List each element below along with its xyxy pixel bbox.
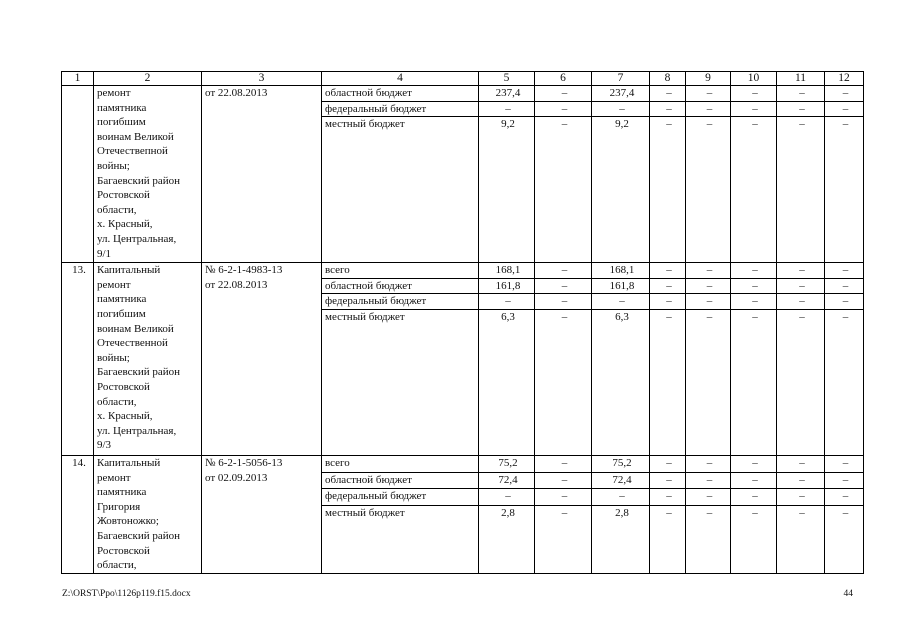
value-cell-c5: 72,4 (479, 472, 535, 489)
value-cell-c5: – (479, 489, 535, 506)
object-description: Капитальный ремонт памятника погибшим воинам Великой Отечественной войны; Багаевский район Ростовской области, х. Красный, ул. Центральная, 9/3 (94, 263, 202, 456)
value-cell-c10: – (731, 263, 777, 279)
value-cell-c11: – (777, 278, 825, 294)
value-cell-c8: – (650, 86, 686, 102)
table-body (62, 72, 864, 574)
value-cell-c6: – (535, 455, 592, 472)
permit-number: № 6-2-1-5056-13 от 02.09.2013 (202, 455, 322, 573)
funding-source: федеральный бюджет (322, 101, 479, 117)
funding-source: местный бюджет (322, 309, 479, 455)
value-cell-c7: 6,3 (592, 309, 650, 455)
value-cell-c7: 161,8 (592, 278, 650, 294)
value-cell-c7: 2,8 (592, 505, 650, 573)
value-cell-c10: – (731, 489, 777, 506)
value-cell-c12: – (825, 455, 864, 472)
value-cell-c9: – (686, 263, 731, 279)
value-cell-c6: – (535, 505, 592, 573)
value-cell-c12: – (825, 489, 864, 506)
value-cell-c10: – (731, 278, 777, 294)
column-header-6: 6 (535, 72, 592, 86)
funding-source: местный бюджет (322, 505, 479, 573)
value-cell-c9: – (686, 505, 731, 573)
value-cell-c5: 9,2 (479, 117, 535, 263)
item-number (62, 86, 94, 263)
column-header-1: 1 (62, 72, 94, 86)
value-cell-c9: – (686, 309, 731, 455)
value-cell-c12: – (825, 101, 864, 117)
funding-source: местный бюджет (322, 117, 479, 263)
footer-file-path: Z:\ORST\Ppo\1126p119.f15.docx (62, 589, 191, 599)
value-cell-c5: 6,3 (479, 309, 535, 455)
value-cell-c9: – (686, 455, 731, 472)
permit-number: от 22.08.2013 (202, 86, 322, 263)
value-cell-c6: – (535, 294, 592, 310)
column-header-12: 12 (825, 72, 864, 86)
column-header-4: 4 (322, 72, 479, 86)
funding-source: всего (322, 263, 479, 279)
column-header-3: 3 (202, 72, 322, 86)
object-description: Капитальный ремонт памятника Григория Жовтоножко; Багаевский район Ростовской области, (94, 455, 202, 573)
value-cell-c6: – (535, 278, 592, 294)
item-number: 13. (62, 263, 94, 456)
value-cell-c5: – (479, 101, 535, 117)
column-header-5: 5 (479, 72, 535, 86)
value-cell-c8: – (650, 101, 686, 117)
value-cell-c12: – (825, 294, 864, 310)
value-cell-c12: – (825, 263, 864, 279)
value-cell-c11: – (777, 263, 825, 279)
value-cell-c11: – (777, 117, 825, 263)
value-cell-c7: 75,2 (592, 455, 650, 472)
item-number: 14. (62, 455, 94, 573)
funding-source: федеральный бюджет (322, 489, 479, 506)
value-cell-c11: – (777, 294, 825, 310)
value-cell-c6: – (535, 309, 592, 455)
value-cell-c6: – (535, 117, 592, 263)
value-cell-c10: – (731, 472, 777, 489)
value-cell-c6: – (535, 472, 592, 489)
footer-page-number: 44 (843, 589, 853, 599)
value-cell-c10: – (731, 309, 777, 455)
value-cell-c11: – (777, 309, 825, 455)
column-header-9: 9 (686, 72, 731, 86)
value-cell-c11: – (777, 101, 825, 117)
value-cell-c5: 161,8 (479, 278, 535, 294)
value-cell-c10: – (731, 86, 777, 102)
table-row (62, 86, 864, 102)
object-description: ремонт памятника погибшим воинам Великой Отечествепной войны; Багаевский район Ростовской области, х. Красный, ул. Центральная, 9/1 (94, 86, 202, 263)
value-cell-c12: – (825, 117, 864, 263)
column-header-7: 7 (592, 72, 650, 86)
header-row (62, 72, 864, 86)
value-cell-c8: – (650, 263, 686, 279)
column-header-11: 11 (777, 72, 825, 86)
value-cell-c9: – (686, 117, 731, 263)
value-cell-c11: – (777, 472, 825, 489)
funding-source: всего (322, 455, 479, 472)
value-cell-c10: – (731, 455, 777, 472)
permit-number: № 6-2-1-4983-13 от 22.08.2013 (202, 263, 322, 456)
value-cell-c6: – (535, 263, 592, 279)
value-cell-c10: – (731, 294, 777, 310)
budget-table (61, 71, 864, 574)
value-cell-c8: – (650, 455, 686, 472)
value-cell-c9: – (686, 489, 731, 506)
value-cell-c7: 237,4 (592, 86, 650, 102)
value-cell-c12: – (825, 278, 864, 294)
funding-source: областной бюджет (322, 472, 479, 489)
value-cell-c6: – (535, 86, 592, 102)
value-cell-c8: – (650, 505, 686, 573)
value-cell-c9: – (686, 86, 731, 102)
table-row (62, 263, 864, 279)
funding-source: областной бюджет (322, 278, 479, 294)
value-cell-c9: – (686, 294, 731, 310)
value-cell-c7: – (592, 489, 650, 506)
column-header-10: 10 (731, 72, 777, 86)
funding-source: областной бюджет (322, 86, 479, 102)
value-cell-c5: – (479, 294, 535, 310)
value-cell-c8: – (650, 309, 686, 455)
funding-source: федеральный бюджет (322, 294, 479, 310)
value-cell-c11: – (777, 489, 825, 506)
value-cell-c11: – (777, 86, 825, 102)
value-cell-c10: – (731, 101, 777, 117)
value-cell-c7: 9,2 (592, 117, 650, 263)
value-cell-c12: – (825, 472, 864, 489)
value-cell-c8: – (650, 117, 686, 263)
value-cell-c9: – (686, 472, 731, 489)
column-header-2: 2 (94, 72, 202, 86)
value-cell-c9: – (686, 278, 731, 294)
value-cell-c7: – (592, 294, 650, 310)
value-cell-c7: 72,4 (592, 472, 650, 489)
value-cell-c9: – (686, 101, 731, 117)
value-cell-c11: – (777, 455, 825, 472)
value-cell-c5: 237,4 (479, 86, 535, 102)
value-cell-c8: – (650, 294, 686, 310)
table-row (62, 455, 864, 472)
value-cell-c12: – (825, 505, 864, 573)
value-cell-c10: – (731, 117, 777, 263)
value-cell-c8: – (650, 472, 686, 489)
value-cell-c7: – (592, 101, 650, 117)
value-cell-c8: – (650, 278, 686, 294)
value-cell-c6: – (535, 101, 592, 117)
column-header-8: 8 (650, 72, 686, 86)
value-cell-c5: 2,8 (479, 505, 535, 573)
value-cell-c5: 75,2 (479, 455, 535, 472)
value-cell-c8: – (650, 489, 686, 506)
value-cell-c10: – (731, 505, 777, 573)
value-cell-c12: – (825, 86, 864, 102)
value-cell-c6: – (535, 489, 592, 506)
value-cell-c5: 168,1 (479, 263, 535, 279)
value-cell-c12: – (825, 309, 864, 455)
value-cell-c7: 168,1 (592, 263, 650, 279)
value-cell-c11: – (777, 505, 825, 573)
